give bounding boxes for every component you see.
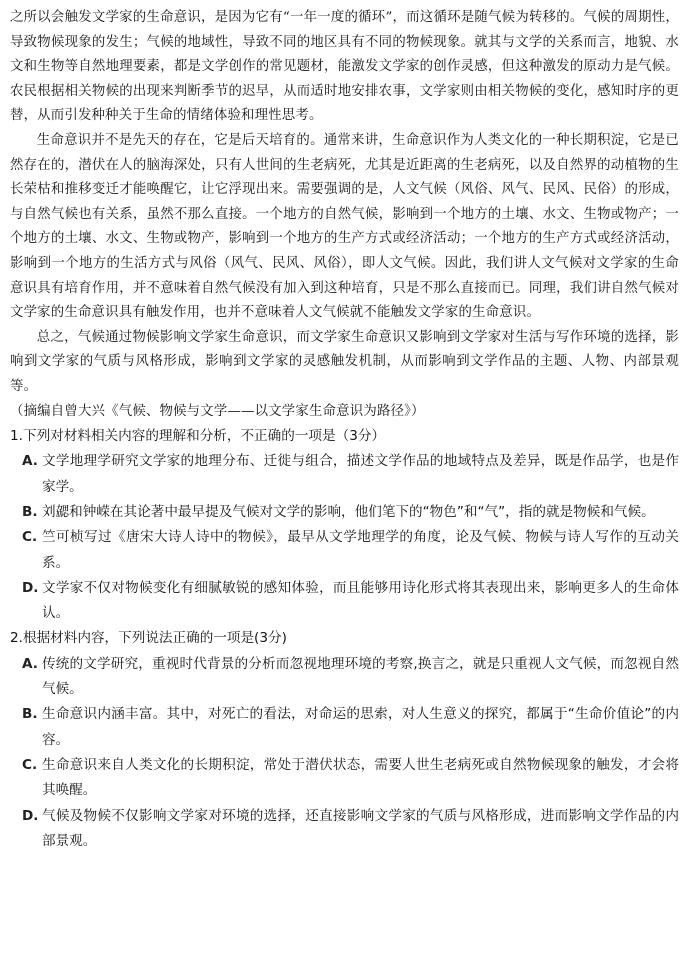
option-letter: A.: [22, 655, 38, 672]
option-text: 文学地理学研究文学家的地理分布、迁徙与组合，描述文学作品的地域特点及差异，既是作品学，也是作家学。: [42, 453, 679, 495]
passage-paragraph-2: 生命意识并不是先天的存在，它是后天培育的。通常来讲，生命意识作为人类文化的一种长期积淀，它是已然存在的，潜伏在人的脑海深处，只有人世间的生老病死，尤其是近距离的生老病死，以及自然界的动植物的生长荣枯和推移变迁才能唤醒它，让它浮现出来。需要强调的是，人文气候（风俗、风气、民风、民俗）的形成，与自然气候也有关系，虽然不那么直接。一个地方的自然气候，影响到一个地方的土壤、水文、生物或物产；一个地方的土壤、水文、生物或物产，影响到一个地方的生产方式或经济活动；一个地方的生产方式或经济活动，影响到一个地方的生活方式与风俗（风气、民风、风俗），即人文气候。因此，我们讲人文气候对文学家的生命意识具有培育作用，并不意味着自然气候没有加入到这种培育，只是不那么直接而已。同理，我们讲自然气候对文学家的生命意识具有触发作用，也并不意味着人文气候就不能触发文学家的生命意识。: [10, 132, 679, 321]
option-text: 传统的文学研究，重视时代背景的分析而忽视地理环境的考察,换言之，就是只重视人文气候，而忽视自然气候。: [42, 655, 679, 698]
passage-paragraph-3: 总之，气候通过物候影响文学家生命意识，而文学家生命意识又影响到文学家对生活与写作环境的选择，影响到文学家的气质与风格形成，影响到文学家的灵感触发机制，从而影响到文学作品的主题、人物、内部景观等。: [10, 329, 679, 394]
option-text: 竺可桢写过《唐宋大诗人诗中的物候》，最早从文学地理学的角度，论及气候、物候与诗人写作的互动关系。: [42, 529, 679, 571]
question-1: [10, 424, 679, 626]
option-letter: A.: [22, 453, 38, 470]
option-b[interactable]: [10, 702, 679, 753]
passage-source: （摘编自曾大兴《气候、物候与文学——以文学家生命意识为路径》）: [10, 403, 425, 419]
question-2: [10, 626, 679, 854]
option-text: 文学家不仅对物候变化有细腻敏锐的感知体验，而且能够用诗化形式将其表现出来，影响更多人的生命体认。: [42, 579, 679, 622]
option-a[interactable]: [10, 449, 679, 500]
question-list: [10, 424, 679, 854]
option-text: 刘勰和钟嵘在其论著中最早提及气候对文学的影响，他们笔下的“物色”和“气”，指的就是物候和气候。: [42, 503, 655, 520]
option-c[interactable]: [10, 525, 679, 576]
option-d[interactable]: [10, 576, 679, 627]
passage-paragraph-1: 之所以会触发文学家的生命意识，是因为它有“一年一度的循环”，而这循环是随气候为转移的。气候的周期性，导致物候现象的发生；气候的地域性，导致不同的地区具有不同的物候现象。就其与文学的关系而言，地貌、水文和生物等自然地理要素，都是文学创作的常见题材，能激发文学家的创作灵感，但这种激发的原动力是气候。农民根据相关物候的出现来判断季节的迟早，从而适时地安排农事，文学家则由相关物候的变化，感知时序的更替，从而引发种种关于生命的情绪体验和理性思考。: [10, 10, 679, 124]
option-c[interactable]: [10, 753, 679, 804]
option-letter: B.: [22, 503, 38, 520]
option-text: 生命意识内涵丰富。其中，对死亡的看法，对命运的思索，对人生意义的探究，都属于“生命价值论”的内容。: [42, 706, 679, 748]
question-stem: 1.下列对材料相关内容的理解和分析，不正确的一项是（3分）: [10, 428, 386, 445]
question-stem: 2.根据材料内容，下列说法正确的一项是(3分): [10, 630, 287, 647]
option-b[interactable]: [10, 500, 679, 525]
option-letter: B.: [22, 706, 38, 723]
option-letter: C.: [22, 529, 38, 546]
option-a[interactable]: [10, 652, 679, 703]
option-letter: D.: [22, 579, 39, 596]
reading-passage: [10, 6, 679, 424]
option-letter: D.: [22, 807, 39, 824]
option-text: 气候及物候不仅影响文学家对环境的选择，还直接影响文学家的气质与风格形成，进而影响文学作品的内部景观。: [42, 807, 679, 849]
option-letter: C.: [22, 756, 38, 773]
option-d[interactable]: [10, 804, 679, 855]
option-text: 生命意识来自人类文化的长期积淀，常处于潜伏状态，需要人世生老病死或自然物候现象的触发，才会将其唤醒。: [42, 756, 679, 799]
